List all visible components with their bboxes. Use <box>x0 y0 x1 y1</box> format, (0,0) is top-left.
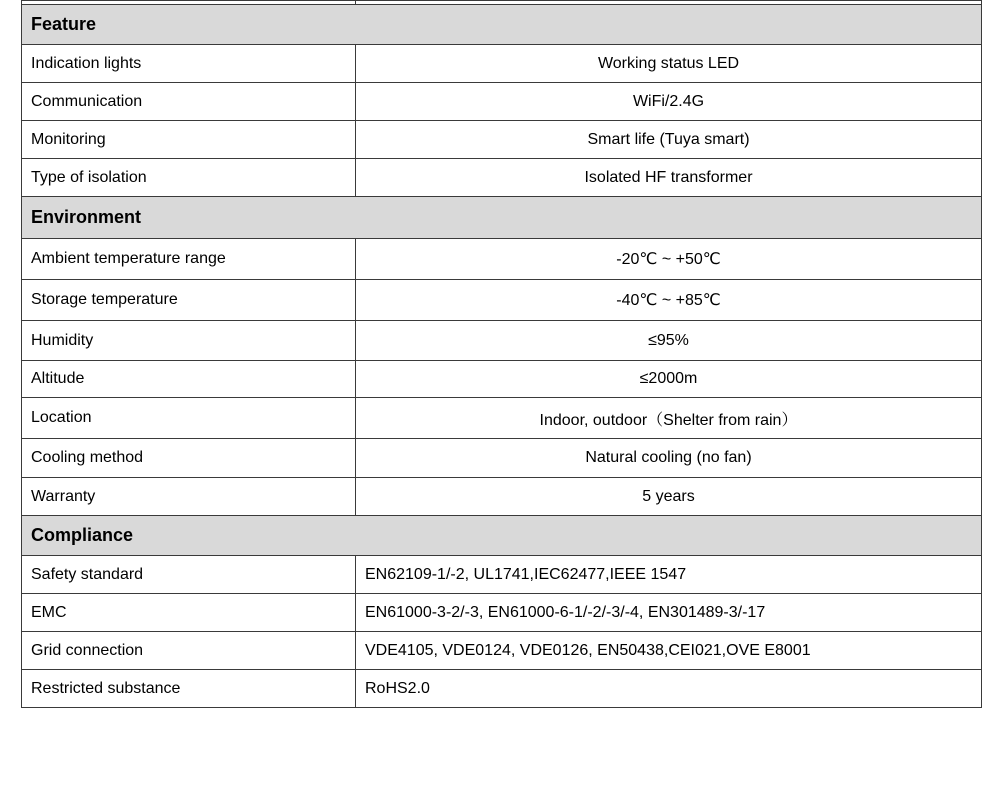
row-label: Humidity <box>22 321 356 361</box>
section-header-feature <box>22 5 982 45</box>
table-row <box>22 121 982 159</box>
table-row <box>22 478 982 516</box>
row-label: Restricted substance <box>22 670 356 708</box>
table-row <box>22 632 982 670</box>
section-title: Compliance <box>22 516 982 556</box>
row-label: Storage temperature <box>22 280 356 321</box>
row-label: Grid connection <box>22 632 356 670</box>
section-title: Environment <box>22 197 982 239</box>
table-row <box>22 439 982 478</box>
row-value: Working status LED <box>356 45 982 83</box>
table-row <box>22 361 982 398</box>
table-row <box>22 239 982 280</box>
row-label: Communication <box>22 83 356 121</box>
row-value: RoHS2.0 <box>356 670 982 708</box>
row-value: Smart life (Tuya smart) <box>356 121 982 159</box>
row-value: ≤95% <box>356 321 982 361</box>
row-value: -20℃ ~ +50℃ <box>356 239 982 280</box>
row-label: Altitude <box>22 361 356 398</box>
table-row <box>22 670 982 708</box>
table-row <box>22 321 982 361</box>
table-row <box>22 45 982 83</box>
table-row <box>22 398 982 439</box>
row-label: Location <box>22 398 356 439</box>
row-label: Safety standard <box>22 556 356 594</box>
row-value: Isolated HF transformer <box>356 159 982 197</box>
row-label: Cooling method <box>22 439 356 478</box>
row-label: Type of isolation <box>22 159 356 197</box>
row-label: Warranty <box>22 478 356 516</box>
section-title: Feature <box>22 5 982 45</box>
row-label: Ambient temperature range <box>22 239 356 280</box>
table-row <box>22 594 982 632</box>
section-header-environment <box>22 197 982 239</box>
table-row <box>22 83 982 121</box>
row-value: EN61000-3-2/-3, EN61000-6-1/-2/-3/-4, EN301489-3/-17 <box>356 594 982 632</box>
spec-table <box>21 0 982 708</box>
row-label: Monitoring <box>22 121 356 159</box>
table-row <box>22 159 982 197</box>
table-row <box>22 556 982 594</box>
row-label: EMC <box>22 594 356 632</box>
section-header-compliance <box>22 516 982 556</box>
row-value: Indoor, outdoor（Shelter from rain） <box>356 398 982 439</box>
table-row <box>22 280 982 321</box>
row-value: WiFi/2.4G <box>356 83 982 121</box>
row-value: 5 years <box>356 478 982 516</box>
row-value: EN62109-1/-2, UL1741,IEC62477,IEEE 1547 <box>356 556 982 594</box>
row-label: Indication lights <box>22 45 356 83</box>
row-value: VDE4105, VDE0124, VDE0126, EN50438,CEI021,OVE E8001 <box>356 632 982 670</box>
row-value: Natural cooling (no fan) <box>356 439 982 478</box>
row-value: ≤2000m <box>356 361 982 398</box>
row-value: -40℃ ~ +85℃ <box>356 280 982 321</box>
